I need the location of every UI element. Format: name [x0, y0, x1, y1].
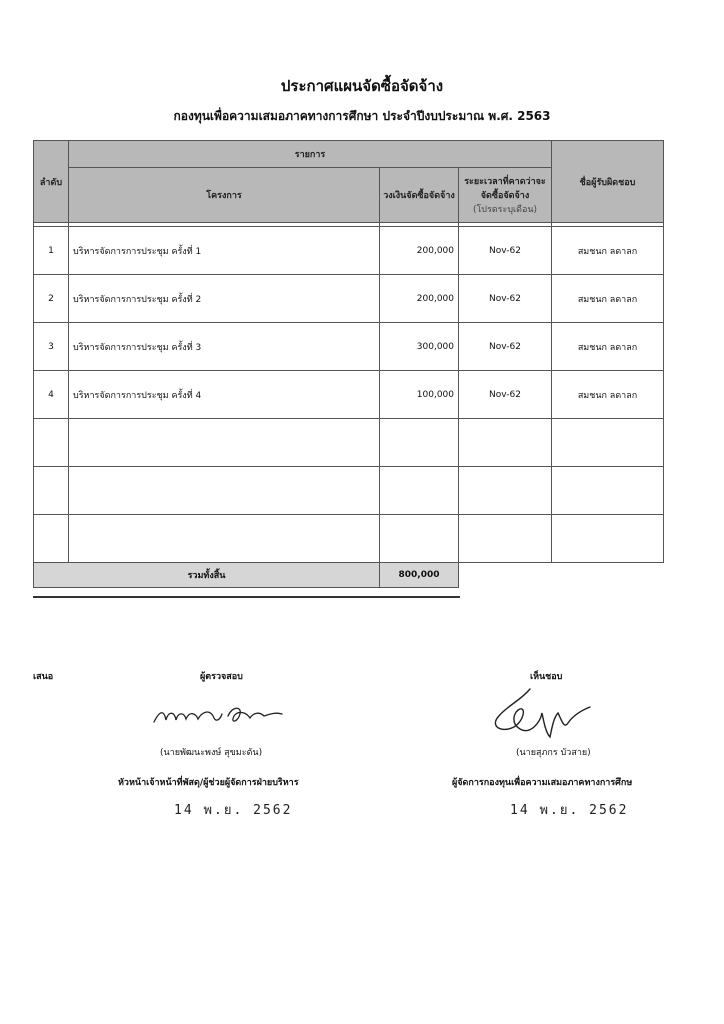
- right-signer-position: ผู้จัดการกองทุนเพื่อความเสมอภาคทางการศึกษ: [452, 778, 633, 788]
- table-row: [34, 323, 664, 371]
- header-amount: วงเงินจัดซื้อจัดจ้าง: [380, 168, 459, 223]
- row-no: 2: [34, 275, 69, 323]
- header-project: โครงการ: [69, 168, 380, 223]
- row-project: บริหารจัดการการประชุม ครั้งที่ 4: [69, 371, 380, 419]
- table-row: [34, 275, 664, 323]
- total-label: รวมทั้งสิ้น: [34, 563, 380, 588]
- table-row: [34, 227, 664, 275]
- row-amount: 100,000: [380, 371, 459, 419]
- left-signer-name: (นายพัฒนะพงษ์ สุขมะดัน): [160, 748, 263, 758]
- row-amount: 200,000: [380, 227, 459, 275]
- propose-label: เสนอ: [33, 672, 54, 682]
- table-bottom-rule: [33, 596, 460, 598]
- row-project: บริหารจัดการการประชุม ครั้งที่ 1: [69, 227, 380, 275]
- header-items-group: รายการ: [69, 141, 552, 168]
- table-row: [34, 371, 664, 419]
- right-signer-name: (นายสุภกร บัวสาย): [516, 748, 591, 758]
- row-period: Nov-62: [459, 227, 552, 275]
- row-period: Nov-62: [459, 275, 552, 323]
- document-title: ประกาศแผนจัดซื้อจัดจ้าง: [280, 77, 444, 95]
- table-row-empty: [34, 419, 664, 467]
- row-project: บริหารจัดการการประชุม ครั้งที่ 2: [69, 275, 380, 323]
- row-no: 1: [34, 227, 69, 275]
- header-period-hint: (โปรดระบุเดือน): [472, 205, 538, 215]
- procurement-plan-table: [33, 140, 664, 588]
- approve-label: เห็นชอบ: [530, 672, 563, 682]
- row-no: 3: [34, 323, 69, 371]
- right-signature-icon: [480, 683, 610, 743]
- row-period: Nov-62: [459, 323, 552, 371]
- row-amount: 200,000: [380, 275, 459, 323]
- row-amount: 300,000: [380, 323, 459, 371]
- row-period: Nov-62: [459, 371, 552, 419]
- row-responsible: สมชนก ลดาลก: [552, 227, 664, 275]
- header-period-text: ระยะเวลาที่คาดว่าจะจัดซื้อจัดจ้าง: [464, 177, 546, 201]
- left-date-stamp: 14 พ.ย. 2562: [174, 803, 293, 818]
- checker-label: ผู้ตรวจสอบ: [200, 672, 243, 682]
- header-no: ลำดับ: [34, 141, 69, 223]
- row-responsible: สมชนก ลดาลก: [552, 275, 664, 323]
- right-date-stamp: 14 พ.ย. 2562: [510, 803, 629, 818]
- left-signer-position: หัวหน้าเจ้าหน้าที่พัสดุ/ผู้ช่วยผู้จัดการฝ่ายบริหาร: [118, 778, 299, 788]
- header-responsible: ชื่อผู้รับผิดชอบ: [552, 141, 664, 223]
- document-subtitle: กองทุนเพื่อความเสมอภาคทางการศึกษา ประจำปีงบประมาณ พ.ศ. 2563: [173, 109, 551, 123]
- table-row-empty: [34, 467, 664, 515]
- header-period: [459, 168, 552, 223]
- row-no: 4: [34, 371, 69, 419]
- row-project: บริหารจัดการการประชุม ครั้งที่ 3: [69, 323, 380, 371]
- total-row: [34, 563, 664, 588]
- row-responsible: สมชนก ลดาลก: [552, 323, 664, 371]
- table-row-empty: [34, 515, 664, 563]
- total-amount: 800,000: [380, 563, 459, 588]
- row-responsible: สมชนก ลดาลก: [552, 371, 664, 419]
- left-signature-icon: [150, 700, 290, 730]
